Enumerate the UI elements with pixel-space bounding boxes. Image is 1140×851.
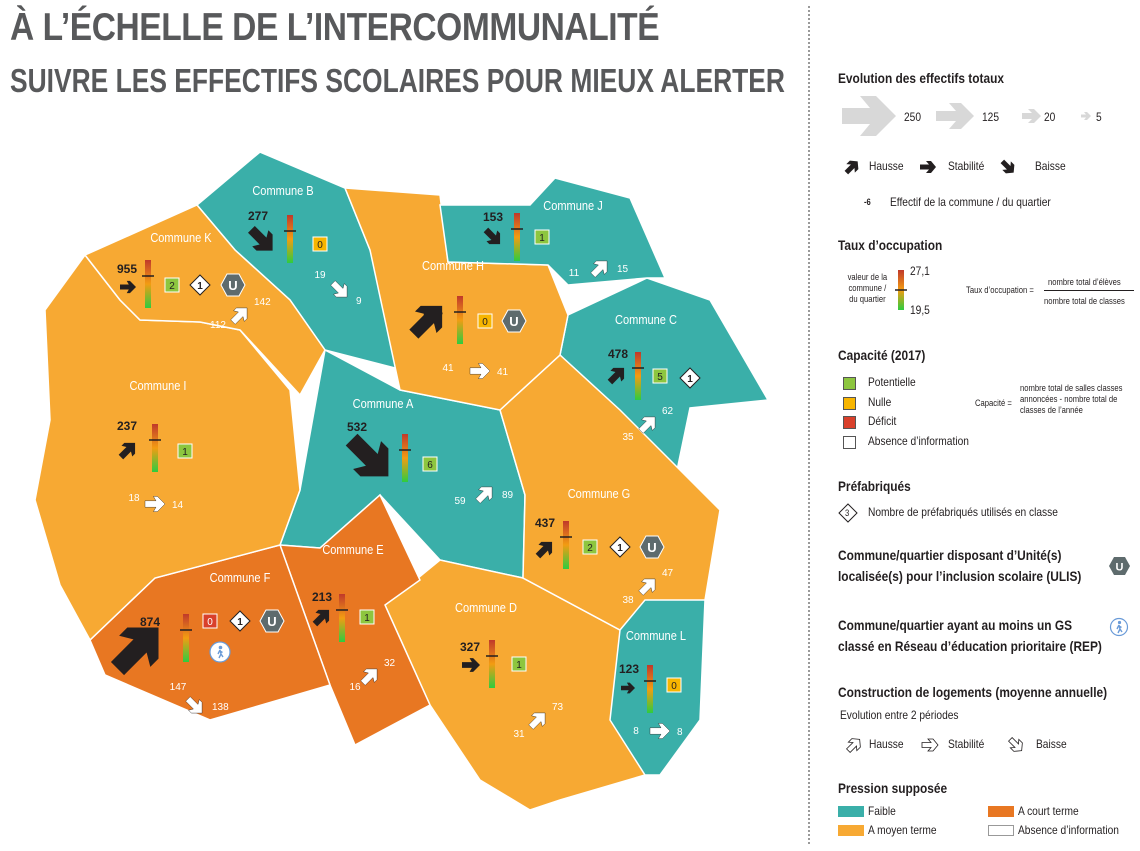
- swatch-absence: [843, 436, 856, 449]
- legend-pression-moyen: A moyen terme: [868, 823, 937, 837]
- commune-k-name: Commune K: [150, 230, 212, 246]
- legend-hausse: Hausse: [869, 159, 904, 173]
- page-subtitle: SUIVRE LES EFFECTIFS SCOLAIRES POUR MIEUX ALERTER: [10, 62, 785, 99]
- commune-k-log-to: 142: [254, 297, 271, 308]
- legend-prefab-example: 3: [845, 508, 850, 518]
- commune-i-log-to: 14: [172, 500, 184, 511]
- commune-f-prefab-value: 1: [237, 617, 243, 628]
- legend-log-hausse: Hausse: [869, 737, 904, 751]
- commune-h-log-from: 41: [442, 363, 454, 374]
- commune-c-taux-bar: [635, 352, 641, 400]
- commune-g-effectif: 437: [534, 516, 556, 530]
- legend-ulis-line2: localisée(s) pour l’inclusion scolaire (ULIS): [838, 568, 1082, 584]
- commune-e-log-to: 32: [384, 658, 396, 669]
- legend-example-value: -6: [864, 197, 871, 207]
- commune-e-taux-bar: [339, 594, 345, 642]
- commune-k-capacite-value: 2: [169, 281, 175, 292]
- legend-taux-formula-left: Taux d’occupation =: [966, 285, 1034, 295]
- log-hausse-icon: [844, 735, 864, 755]
- legend-ulis-line1: Commune/quartier disposant d’Unité(s): [838, 547, 1062, 563]
- commune-c-name: Commune C: [615, 312, 677, 328]
- swatch-deficit: [843, 416, 856, 429]
- commune-g-log-from: 38: [622, 595, 634, 606]
- commune-h-capacite-value: 0: [482, 317, 488, 328]
- log-baisse-icon: [1006, 735, 1026, 755]
- commune-g-log-to: 47: [662, 568, 674, 579]
- commune-l-log-to: 8: [677, 727, 683, 738]
- commune-d-log-to: 73: [552, 702, 564, 713]
- legend-capacite-formula-left: Capacité =: [975, 398, 1012, 408]
- legend-taux-fraction-line: [1044, 290, 1134, 291]
- legend-cap-nulle: Nulle: [868, 395, 892, 409]
- commune-l-taux-bar: [647, 665, 653, 713]
- commune-g-name: Commune G: [567, 486, 631, 502]
- swatch-nulle: [843, 397, 856, 410]
- legend-capacite-formula: nombre total de salles classes annoncées - nombre total de classes de l’année: [1020, 383, 1123, 415]
- commune-c-log-to: 62: [662, 406, 674, 417]
- hausse-icon: [842, 157, 862, 177]
- commune-a-name: Commune A: [352, 396, 414, 412]
- arrow-20-icon: [1022, 109, 1041, 123]
- swatch-court-terme: [988, 806, 1014, 817]
- commune-i-log-from: 18: [128, 493, 140, 504]
- commune-f-name: Commune F: [209, 570, 271, 586]
- legend-logements-sub: Evolution entre 2 périodes: [840, 708, 959, 722]
- legend-pression-court: A court terme: [1018, 804, 1079, 818]
- legend-logements-title: Construction de logements (moyenne annuelle): [838, 684, 1108, 700]
- legend-cap-potentielle: Potentielle: [868, 375, 916, 389]
- commune-e-effectif: 213: [311, 590, 333, 604]
- arrow-250-icon: [842, 96, 896, 136]
- commune-e-log-from: 16: [349, 682, 361, 693]
- legend-stabilite: Stabilité: [948, 159, 985, 173]
- divider: [808, 6, 810, 844]
- commune-f-ulis-symbol: U: [267, 614, 277, 629]
- commune-k-log-from: 112: [210, 320, 226, 331]
- arrow-5-icon: [1081, 112, 1091, 120]
- legend-taux-title: Taux d’occupation: [838, 237, 943, 253]
- commune-f-taux-bar: [183, 614, 189, 662]
- commune-f-effectif: 874: [139, 615, 161, 629]
- legend-size-125: 125: [982, 110, 1000, 124]
- legend-log-stabilite: Stabilité: [948, 737, 985, 751]
- page-title: À L’ÉCHELLE DE L’INTERCOMMUNALITÉ: [10, 6, 660, 49]
- commune-c-log-from: 35: [622, 432, 634, 443]
- commune-c-capacite-value: 5: [657, 372, 663, 383]
- commune-j-taux-bar: [514, 213, 520, 261]
- commune-f-log-to: 138: [212, 702, 229, 713]
- commune-h-name: Commune H: [422, 258, 484, 274]
- legend-log-baisse: Baisse: [1036, 737, 1067, 751]
- log-stabilite-icon: [922, 739, 938, 751]
- legend-taux-numerator: nombre total d’élèves: [1048, 277, 1121, 287]
- commune-l-name: Commune L: [625, 628, 687, 644]
- swatch-moyen-terme: [838, 825, 864, 836]
- legend-capacite-title: Capacité (2017): [838, 347, 926, 363]
- legend-baisse: Baisse: [1035, 159, 1066, 173]
- commune-d-capacite-value: 1: [516, 660, 522, 671]
- commune-c-effectif: 478: [607, 347, 629, 361]
- legend-size-20: 20: [1044, 110, 1056, 124]
- commune-a-effectif: 532: [346, 420, 368, 434]
- commune-c-prefab-value: 1: [687, 374, 693, 385]
- legend-taux-max: 27,1: [910, 264, 930, 278]
- commune-b-taux-bar: [287, 215, 293, 263]
- commune-k-ulis-symbol: U: [228, 278, 238, 293]
- commune-g-capacite-value: 2: [587, 543, 593, 554]
- commune-b-log-from: 19: [314, 270, 326, 281]
- commune-k-effectif: 955: [116, 262, 138, 276]
- commune-a-capacite-value: 6: [427, 460, 433, 471]
- commune-j-effectif: 153: [482, 210, 504, 224]
- legend-evolution-title: Evolution des effectifs totaux: [838, 70, 1004, 86]
- commune-i-capacite-value: 1: [182, 447, 188, 458]
- commune-k-taux-bar: [145, 260, 151, 308]
- legend-example-label: Effectif de la commune / du quartier: [890, 195, 1051, 209]
- ulis-symbol: U: [1115, 561, 1124, 574]
- legend-pression-title: Pression supposée: [838, 780, 948, 796]
- commune-j-log-to: 15: [617, 264, 629, 275]
- commune-i-effectif: 237: [116, 419, 138, 433]
- baisse-icon: [998, 157, 1018, 177]
- swatch-absence-pression: [988, 825, 1014, 836]
- legend-taux-bar: [894, 268, 908, 318]
- legend-cap-absence: Absence d’information: [868, 434, 969, 448]
- legend-taux-denominator: nombre total de classes: [1044, 296, 1125, 306]
- rep-walker-icon: [1109, 617, 1129, 637]
- commune-l-capacite-value: 0: [671, 681, 677, 692]
- arrow-125-icon: [936, 103, 974, 129]
- swatch-faible: [838, 806, 864, 817]
- legend-size-250: 250: [904, 110, 922, 124]
- legend-taux-bar-label: valeur de la commune / du quartier: [847, 272, 888, 304]
- commune-e-capacite-value: 1: [364, 613, 370, 624]
- ulis-hexagon-icon: [1109, 556, 1131, 576]
- legend-taux-min: 19,5: [910, 303, 930, 317]
- legend: [838, 0, 1138, 851]
- legend-pression-absence: Absence d’information: [1018, 823, 1119, 837]
- commune-g-prefab-value: 1: [617, 543, 623, 554]
- commune-d-name: Commune D: [455, 600, 517, 616]
- commune-d-taux-bar: [489, 640, 495, 688]
- stabilite-icon: [920, 161, 936, 173]
- commune-j-capacite-value: 1: [539, 233, 545, 244]
- commune-j-name: Commune J: [543, 198, 603, 214]
- commune-i-taux-bar: [152, 424, 158, 472]
- commune-a-taux-bar: [402, 434, 408, 482]
- legend-prefab-label: Nombre de préfabriqués utilisés en classe: [868, 505, 1058, 519]
- commune-g-taux-bar: [563, 521, 569, 569]
- commune-f-capacite-value: 0: [207, 617, 213, 628]
- commune-d-effectif: 327: [459, 640, 481, 654]
- commune-h-ulis-symbol: U: [509, 314, 519, 329]
- commune-d-log-from: 31: [513, 729, 525, 740]
- commune-b-name: Commune B: [252, 183, 314, 199]
- legend-prefab-title: Préfabriqués: [838, 478, 911, 494]
- commune-b-capacite-value: 0: [317, 240, 323, 251]
- commune-k-prefab-value: 1: [197, 281, 203, 292]
- commune-h-taux-bar: [457, 296, 463, 344]
- commune-g-ulis-symbol: U: [647, 540, 657, 555]
- commune-e-name: Commune E: [322, 542, 384, 558]
- commune-h-log-to: 41: [497, 367, 509, 378]
- commune-l-log-from: 8: [633, 726, 639, 737]
- commune-b-log-to: 9: [356, 296, 362, 307]
- legend-rep-line1: Commune/quartier ayant au moins un GS: [838, 617, 1073, 633]
- legend-rep-line2: classé en Réseau d’éducation prioritaire (REP): [838, 638, 1102, 654]
- commune-b-effectif: 277: [247, 209, 269, 223]
- legend-cap-deficit: Déficit: [868, 414, 897, 428]
- commune-f-log-from: 147: [169, 682, 187, 693]
- commune-a-log-to: 89: [502, 490, 514, 501]
- commune-l-effectif: 123: [618, 662, 640, 676]
- legend-pression-faible: Faible: [868, 804, 896, 818]
- legend-size-5: 5: [1096, 110, 1102, 124]
- commune-a-log-from: 59: [454, 496, 466, 507]
- commune-i-name: Commune I: [129, 378, 187, 394]
- swatch-potentielle: [843, 377, 856, 390]
- commune-j-log-from: 11: [568, 268, 580, 279]
